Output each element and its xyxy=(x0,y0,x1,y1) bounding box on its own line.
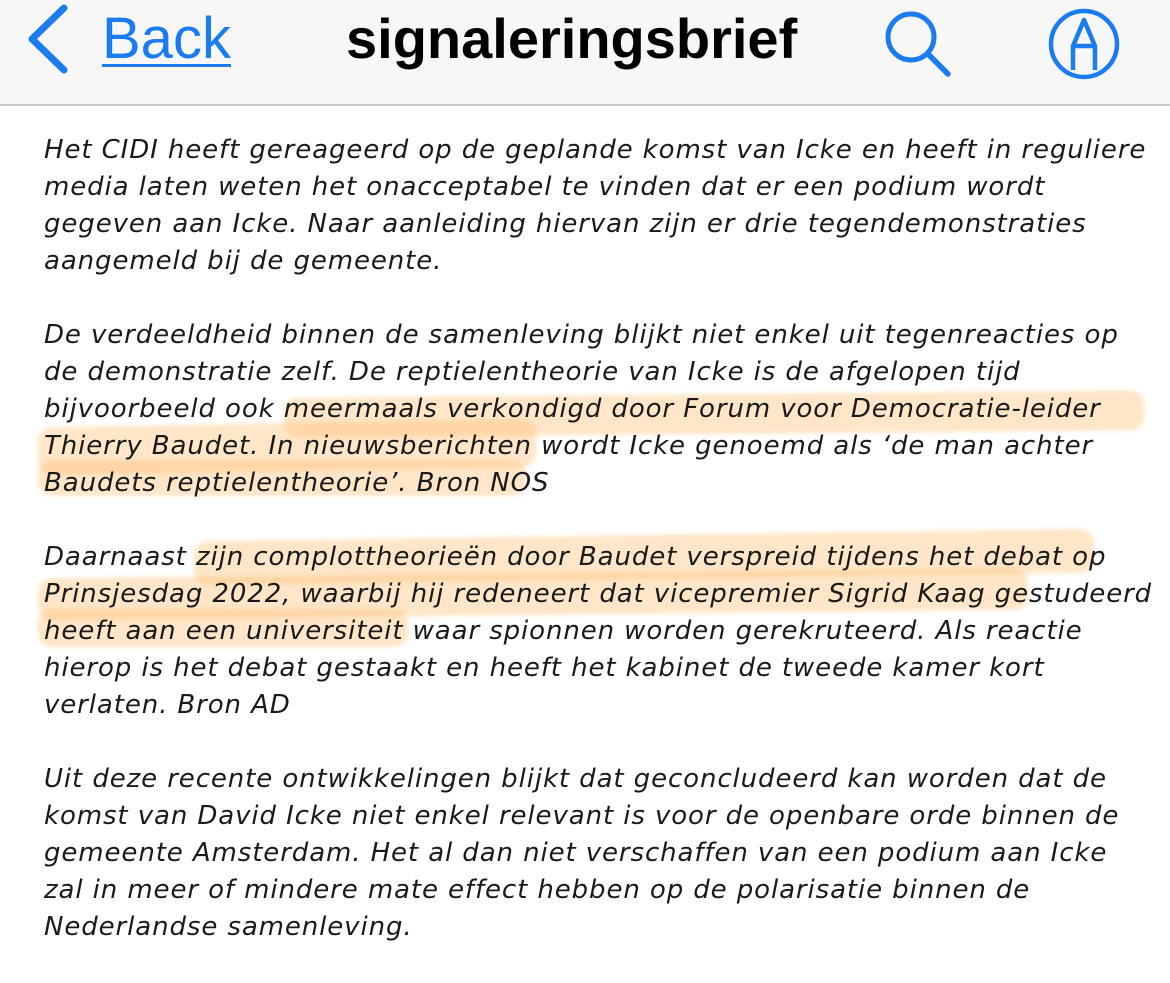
paragraph xyxy=(44,761,1154,946)
back-button[interactable] xyxy=(24,0,231,78)
document-body xyxy=(44,132,1154,983)
navigation-bar xyxy=(0,0,1170,106)
markup-pen-icon[interactable] xyxy=(1046,6,1122,82)
paragraph-text: Uit deze recente ontwikkelingen blijkt dat geconcludeerd kan worden dat de komst van David Icke niet enkel relevant is voor de openbare orde binnen de gemeente Amsterdam. Het al dan niet verschaffen van een podium aan Icke zal in meer of mindere mate effect hebben op de polarisatie binnen de Nederlandse samenleving. xyxy=(44,764,1120,942)
paragraph xyxy=(44,539,1154,724)
page-title: signaleringsbrief xyxy=(346,7,798,70)
search-icon[interactable] xyxy=(882,8,954,80)
paragraph-text: Daarnaast zijn complottheorieën door Baudet verspreid tijdens het debat op Prinsjesdag 2022, waarbij hij redeneert dat vicepremier Sigrid Kaag gestudeerd heeft aan een universiteit waar spionnen worden gerekruteerd. Als reactie hierop is het debat gestaakt en heeft het kabinet de tweede kamer kort verlaten. Bron AD xyxy=(44,542,1153,720)
back-label[interactable]: Back xyxy=(102,6,231,71)
paragraph xyxy=(44,317,1154,502)
paragraph-text: De verdeeldheid binnen de samenleving blijkt niet enkel uit tegenreacties op de demonstratie zelf. De reptielentheorie van Icke is de afgelopen tijd bijvoorbeeld ook meermaals verkondigd door Forum voor Democratie-leider Thierry Baudet. In nieuwsberichten wordt Icke genoemd als ‘de man achter Baudets reptielentheorie’. Bron NOS xyxy=(44,320,1119,498)
paragraph-text: Het CIDI heeft gereageerd op de geplande komst van Icke en heeft in reguliere media laten weten het onacceptabel te vinden dat er een podium wordt gegeven aan Icke. Naar aanleiding hiervan zijn er drie tegendemonstraties aangemeld bij de gemeente. xyxy=(44,135,1147,276)
paragraph xyxy=(44,132,1154,280)
chevron-left-icon xyxy=(24,2,72,76)
